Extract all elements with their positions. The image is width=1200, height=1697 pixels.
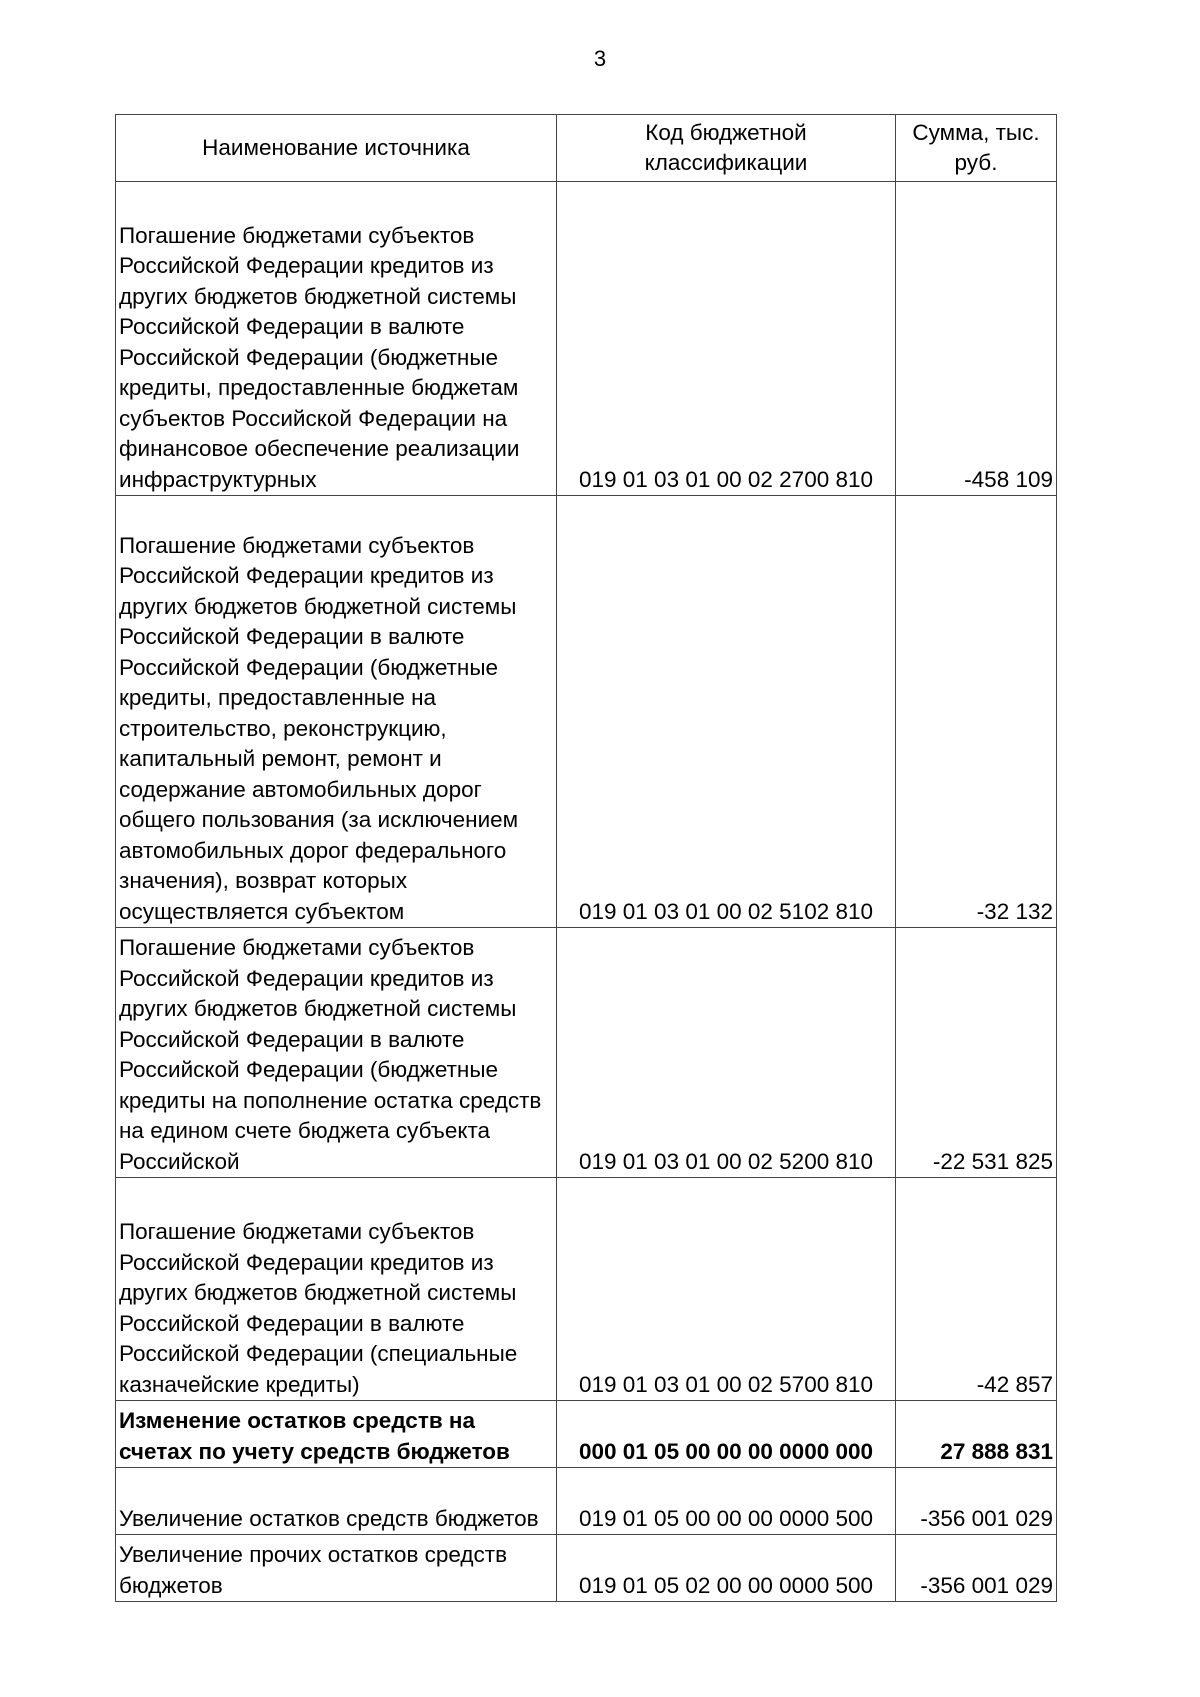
row-amount: -458 109: [896, 182, 1057, 496]
row-amount: -356 001 029: [896, 1468, 1057, 1535]
row-source-name: Изменение остатков средств на счетах по учету средств бюджетов: [116, 1401, 557, 1468]
table-row: [116, 928, 1057, 1178]
row-source-name: Погашение бюджетами субъектов Российской Федерации кредитов из других бюджетов бюджетной системы Российской Федерации в валюте Российской Федерации (бюджетные кредиты, предоставленные на строительство, реконструкцию, капитальный ремонт, ремонт и содержание автомобильных дорог общего пользования (за исключением автомобильных дорог федерального значения), возврат которых осуществляется субъектом: [116, 496, 557, 928]
header-budget-code: Код бюджетной классификации: [557, 115, 896, 182]
header-row: [116, 115, 1057, 182]
table-row: [116, 182, 1057, 496]
header-source-name: Наименование источника: [116, 115, 557, 182]
table-row: [116, 1535, 1057, 1602]
row-amount: -42 857: [896, 1178, 1057, 1401]
row-amount: -22 531 825: [896, 928, 1057, 1178]
row-amount: -356 001 029: [896, 1535, 1057, 1602]
table-row: [116, 1468, 1057, 1535]
row-source-name: Погашение бюджетами субъектов Российской Федерации кредитов из других бюджетов бюджетной системы Российской Федерации в валюте Российской Федерации (специальные казначейские кредиты): [116, 1178, 557, 1401]
table-body: [116, 182, 1057, 1602]
table-row: [116, 1178, 1057, 1401]
table-header: [116, 115, 1057, 182]
row-budget-code: 019 01 03 01 00 02 5102 810: [557, 496, 896, 928]
page-number: 3: [593, 46, 607, 71]
row-source-name: Погашение бюджетами субъектов Российской Федерации кредитов из других бюджетов бюджетной системы Российской Федерации в валюте Российской Федерации (бюджетные кредиты на пополнение остатка средств на едином счете бюджета субъекта Российской: [116, 928, 557, 1178]
row-budget-code: 019 01 03 01 00 02 5200 810: [557, 928, 896, 1178]
row-amount: -32 132: [896, 496, 1057, 928]
row-budget-code: 019 01 05 00 00 00 0000 500: [557, 1468, 896, 1535]
row-budget-code: 019 01 05 02 00 00 0000 500: [557, 1535, 896, 1602]
row-source-name: Погашение бюджетами субъектов Российской Федерации кредитов из других бюджетов бюджетной системы Российской Федерации в валюте Российской Федерации (бюджетные кредиты, предоставленные бюджетам субъектов Российской Федерации на финансовое обеспечение реализации инфраструктурных: [116, 182, 557, 496]
row-source-name: Увеличение остатков средств бюджетов: [116, 1468, 557, 1535]
row-budget-code: 000 01 05 00 00 00 0000 000: [557, 1401, 896, 1468]
header-amount: Сумма, тыс. руб.: [896, 115, 1057, 182]
sources-table: [115, 114, 1057, 1602]
table-row-total: [116, 1401, 1057, 1468]
row-budget-code: 019 01 03 01 00 02 2700 810: [557, 182, 896, 496]
table-row: [116, 496, 1057, 928]
row-amount: 27 888 831: [896, 1401, 1057, 1468]
row-source-name: Увеличение прочих остатков средств бюджетов: [116, 1535, 557, 1602]
row-budget-code: 019 01 03 01 00 02 5700 810: [557, 1178, 896, 1401]
